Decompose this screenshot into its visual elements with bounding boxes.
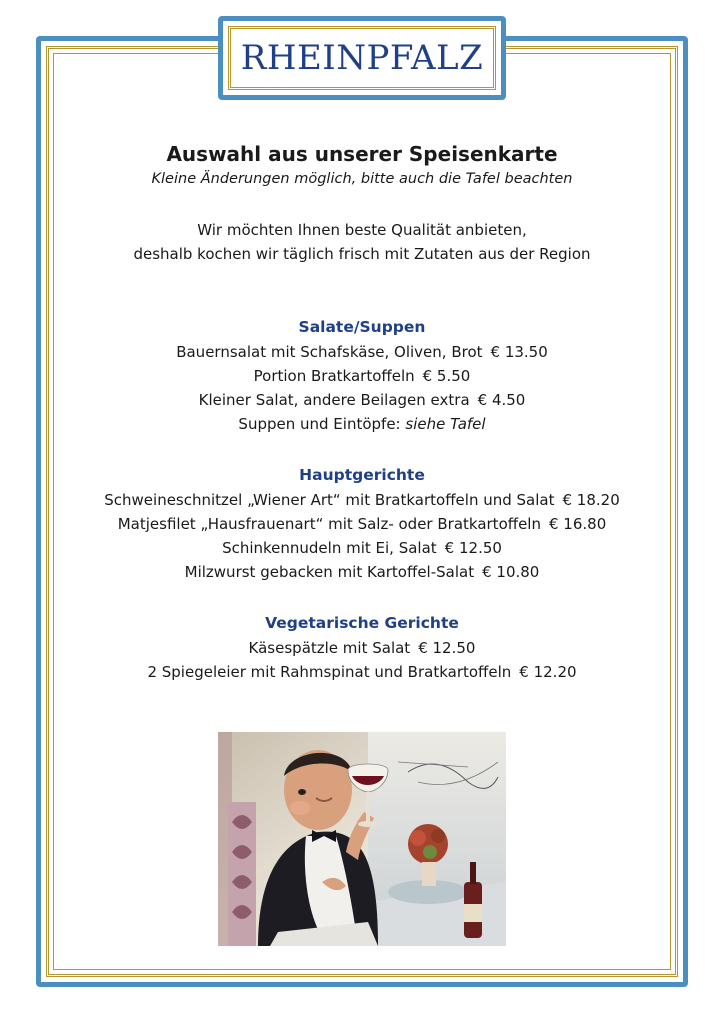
item-name: Schweineschnitzel „Wiener Art“ mit Bratkartoffeln und Salat [104,491,555,509]
item-price: € 10.80 [482,563,540,581]
item-name: Portion Bratkartoffeln [253,367,415,385]
intro-line: Wir möchten Ihnen beste Qualität anbieten, [197,221,527,239]
menu-item [60,412,664,436]
item-price: € 18.20 [562,491,620,509]
page-subtitle: Kleine Änderungen möglich, bitte auch die Tafel beachten [151,171,573,187]
menu-item [60,560,664,584]
logo-text: RHEINPFALZ [240,38,484,78]
item-name: Bauernsalat mit Schafskäse, Oliven, Brot [176,343,483,361]
item-name: 2 Spiegeleier mit Rahmspinat und Bratkartoffeln [147,663,512,681]
item-name: Käsespätzle mit Salat [248,639,411,657]
item-name: Matjesfilet „Hausfrauenart“ mit Salz- oder Bratkartoffeln [117,515,541,533]
item-price: € 12.50 [444,539,502,557]
logo-gold-frame [228,26,496,90]
menu-item [60,536,664,560]
intro-line: deshalb kochen wir täglich frisch mit Zutaten aus der Region [133,245,591,263]
item-note: siehe Tafel [405,415,486,433]
menu-item [60,340,664,364]
menu-item [60,388,664,412]
item-price: € 4.50 [477,391,526,409]
section-hauptgerichte [60,462,664,584]
section-title: Vegetarische Gerichte [265,614,459,632]
section-salate-suppen [60,314,664,436]
waiter-painting-image [218,732,506,946]
menu-item [60,512,664,536]
menu-item [60,636,664,660]
menu-content [60,140,664,684]
menu-item [60,364,664,388]
waiter-painting-illustration [218,732,506,946]
item-name: Kleiner Salat, andere Beilagen extra [198,391,470,409]
item-price: € 13.50 [490,343,548,361]
item-name: Milzwurst gebacken mit Kartoffel-Salat [184,563,475,581]
logo-box [218,16,506,100]
item-name: Suppen und Eintöpfe: [238,415,401,433]
menu-item [60,660,664,684]
intro-text [60,218,664,266]
page-title: Auswahl aus unserer Speisenkarte [166,142,558,166]
item-price: € 12.50 [418,639,476,657]
item-name: Schinkennudeln mit Ei, Salat [222,539,437,557]
section-vegetarisch [60,610,664,684]
item-price: € 12.20 [519,663,577,681]
menu-item [60,488,664,512]
item-price: € 16.80 [548,515,607,533]
section-title: Hauptgerichte [299,466,425,484]
item-price: € 5.50 [422,367,471,385]
section-title: Salate/Suppen [298,318,426,336]
